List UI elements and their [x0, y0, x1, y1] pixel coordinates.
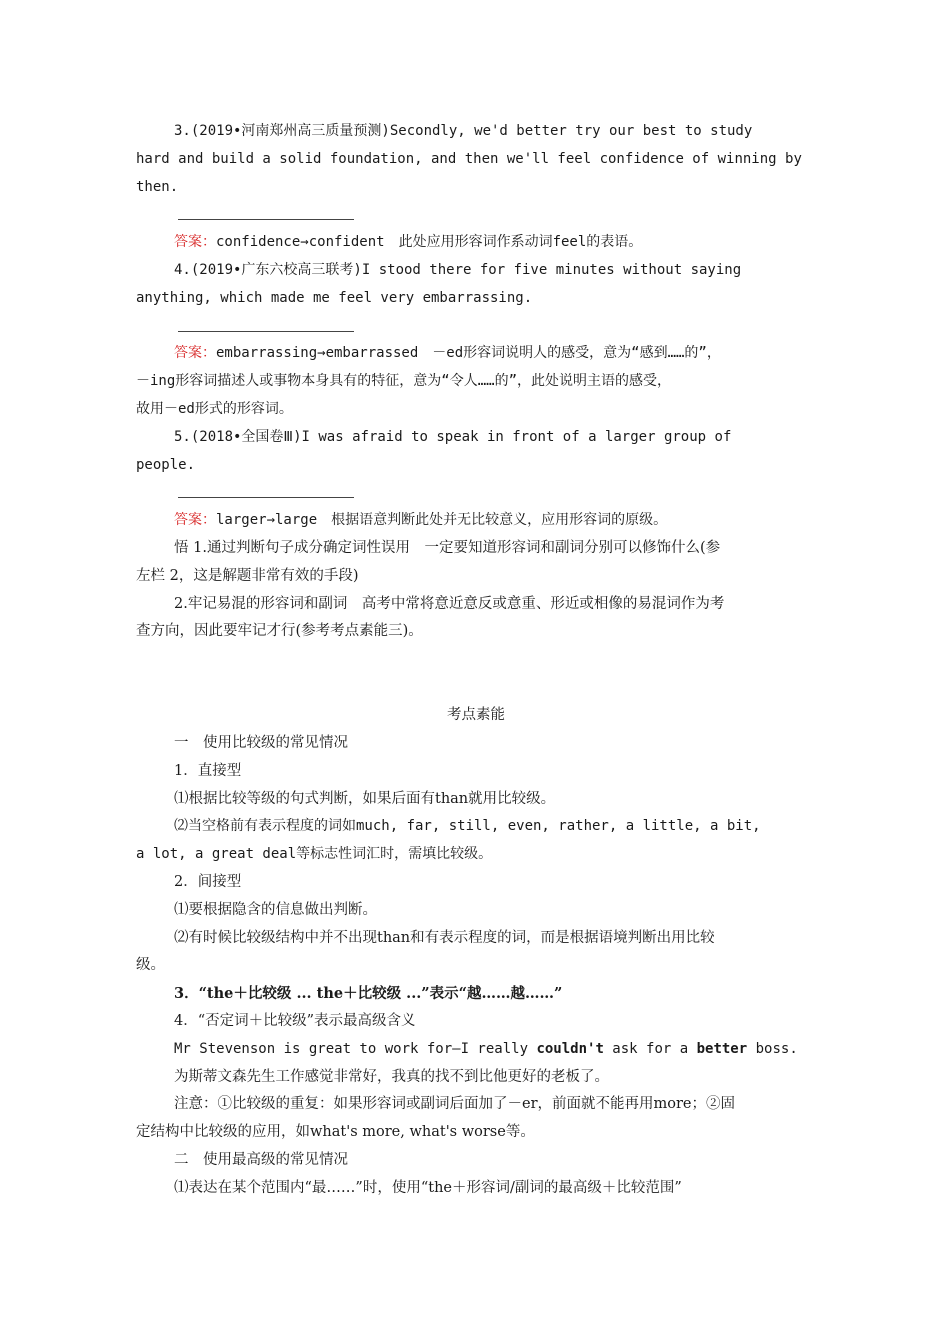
answer-label: 答案：	[174, 234, 216, 251]
q4-line-1: 4.(2019•广东六校高三联考)I stood there for five minutes without saying	[174, 261, 742, 278]
s1-title: 一 使用比较级的常见情况	[174, 734, 348, 751]
s1-item-4: 4．“否定词＋比较级”表示最高级含义	[174, 1012, 416, 1029]
example-translation: 为斯蒂文森先生工作感觉非常好，我真的找不到比他更好的老板了。	[174, 1068, 609, 1085]
q5-line-1: 5.(2018•全国卷Ⅲ)I was afraid to speak in front of a larger group of	[174, 428, 732, 445]
example-bold-1: couldn't	[536, 1040, 604, 1057]
q5-answer-text: larger→large 根据语意判断此处并无比较意义，应用形容词的原级。	[216, 512, 668, 529]
q3-line-1: 3.(2019•河南郑州高三质量预测)Secondly, we'd better try our best to study	[174, 123, 753, 139]
note-line-2: 定结构中比较级的应用，如what's more, what's worse等。	[136, 1124, 535, 1141]
q3-answer	[136, 229, 816, 257]
example-pre: Mr Stevenson is great to work for—I really	[174, 1040, 537, 1057]
s1-item-2: 2．间接型	[174, 873, 242, 890]
answer-label: 答案：	[174, 345, 216, 362]
wu-line-4: 查方向，因此要牢记才行(参考考点素能三)。	[136, 623, 423, 640]
q4-line-2: anything, which made me feel very embarrassing.	[136, 289, 533, 306]
s2-title: 二 使用最高级的常见情况	[174, 1151, 348, 1168]
spacer	[136, 674, 816, 702]
example-post: boss.	[747, 1040, 798, 1057]
q3-answer-text: confidence→confident 此处应用形容词作系动词feel的表语。	[216, 234, 643, 251]
q5-answer-blank	[136, 479, 816, 507]
answer-label: 答案：	[174, 512, 216, 529]
spacer	[136, 646, 816, 674]
q4-answer	[136, 340, 816, 368]
s2-item-1: ⑴表达在某个范围内“最……”时，使用“the＋形容词/副词的最高级＋比较范围”	[174, 1179, 682, 1196]
s1-item-1: 1．直接型	[174, 762, 242, 779]
s1-item-1b-line-2: a lot, a great deal等标志性词汇时，需填比较级。	[136, 846, 493, 863]
note-line-1: 注意：①比较级的重复：如果形容词或副词后面加了－er，前面就不能再用more；②固	[174, 1096, 736, 1113]
wu-line-3: 2.牢记易混的形容词和副词 高考中常将意近意反或意重、形近或相像的易混词作为考	[174, 595, 725, 612]
q5-answer	[136, 507, 816, 535]
document-page	[136, 118, 816, 1202]
q4-answer-line-1: embarrassing→embarrassed －ed形容词说明人的感受，意为“感到……的”，	[216, 345, 721, 362]
wu-line-1: 悟 1.通过判断句子成分确定词性误用 一定要知道形容词和副词分别可以修饰什么(参	[174, 539, 721, 556]
s1-item-3: 3．“the＋比较级 ... the＋比较级 ...”表示“越……越……”	[174, 985, 563, 1003]
q4-answer-blank	[136, 313, 816, 341]
s1-item-2b-line-1: ⑵有时候比较级结构中并不出现than和有表示程度的词，而是根据语境判断出用比较	[174, 929, 715, 946]
example-sentence	[136, 1036, 816, 1064]
q3-line-3: then.	[136, 178, 179, 195]
q4-answer-line-3: 故用－ed形式的形容词。	[136, 400, 293, 417]
q4-answer-line-2: －ing形容词描述人或事物本身具有的特征，意为“令人……的”，此处说明主语的感受，	[136, 373, 671, 390]
wu-line-2: 左栏 2，这是解题非常有效的手段)	[136, 567, 359, 584]
example-bold-2: better	[696, 1040, 748, 1057]
s1-item-1a: ⑴根据比较等级的句式判断，如果后面有than就用比较级。	[174, 790, 556, 807]
example-mid: ask for a	[603, 1040, 697, 1057]
q3-answer-blank	[136, 201, 816, 229]
s1-item-2b-line-2: 级。	[136, 957, 165, 974]
s1-item-1b-line-1: ⑵当空格前有表示程度的词如much, far, still, even, rather, a little, a bit,	[174, 818, 761, 835]
q5-line-2: people.	[136, 456, 196, 473]
s1-item-2a: ⑴要根据隐含的信息做出判断。	[174, 901, 377, 918]
q3-line-2: hard and build a solid foundation, and then we'll feel confidence of winning by	[136, 150, 802, 167]
section-title: 考点素能	[447, 707, 505, 724]
